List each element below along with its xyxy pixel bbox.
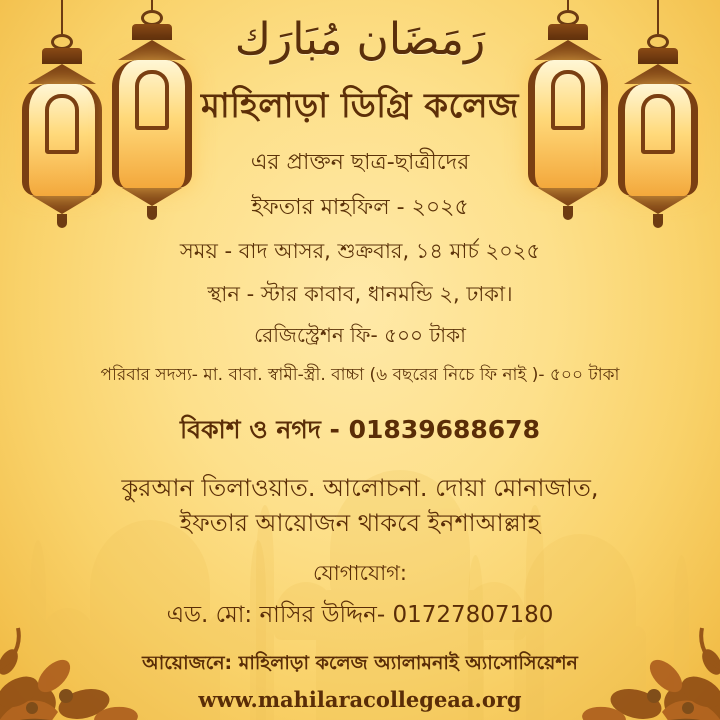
event-title-line: ইফতার মাহফিল - ২০২৫ — [251, 195, 469, 221]
organizer-line: আয়োজনে: মাহিলাড়া কলেজ অ্যালামনাই অ্যাসোসিয়েশন — [142, 651, 578, 674]
program-line-2: ইফতার আয়োজন থাকবে ইনশাআল্লাহ — [179, 509, 541, 538]
college-name: মাহিলাড়া ডিগ্রি কলেজ — [201, 86, 519, 127]
alumni-line: এর প্রাক্তন ছাত্র-ছাত্রীদের — [250, 150, 470, 176]
program-line-1: কুরআন তিলাওয়াত. আলোচনা. দোয়া মোনাজাত, — [121, 474, 599, 503]
event-time-line: সময় - বাদ আসর, শুক্রবার, ১৪ মার্চ ২০২৫ — [179, 239, 541, 264]
registration-fee-line: রেজিস্ট্রেশন ফি- ৫০০ টাকা — [254, 323, 466, 348]
website-line[interactable]: www.mahilaracollegeaa.org — [198, 686, 522, 712]
contact-person-line: এড. মো: নাসির উদ্দিন- 01727807180 — [166, 601, 554, 628]
contact-label: যোগাযোগ: — [312, 560, 408, 585]
payment-numbers-line: বিকাশ ও নগদ - 01839688678 — [180, 415, 540, 445]
ramadan-kareem-calligraphy: رَمَضَان مُبَارَك — [234, 14, 486, 65]
event-venue-line: স্থান - স্টার কাবাব, ধানমন্ডি ২, ঢাকা। — [207, 282, 513, 307]
family-fee-line: পরিবার সদস্য- মা. বাবা. স্বামী-স্ত্রী. বাচ্চা (৬ বছরের নিচে ফি নাই )- ৫০০ টাকা — [100, 365, 620, 386]
